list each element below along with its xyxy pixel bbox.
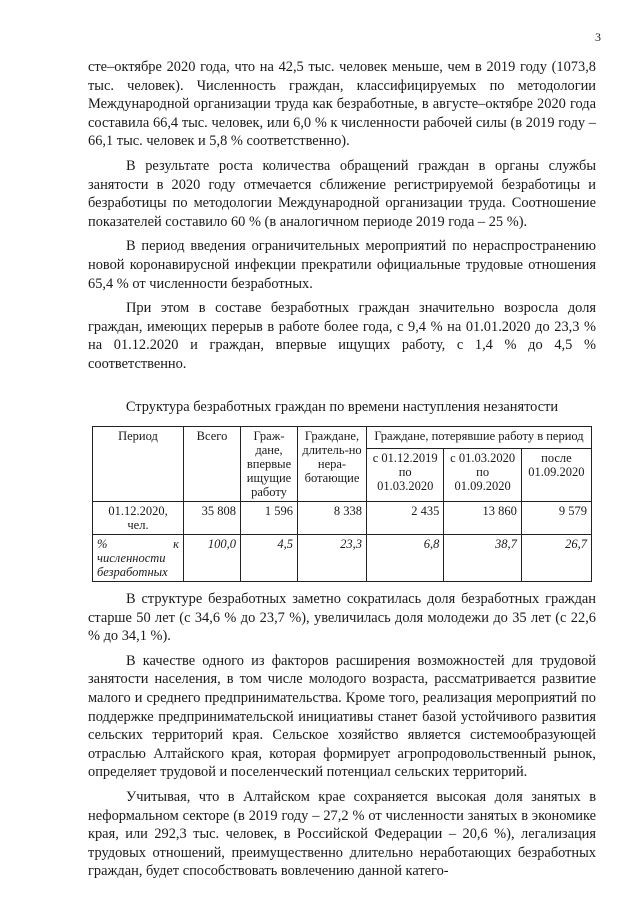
page-number: 3	[595, 30, 601, 44]
table-row	[93, 502, 592, 535]
header-lost-period-3: после 01.09.2020	[521, 448, 591, 501]
cell-value: 35 808	[184, 502, 241, 535]
paragraph: В результате роста количества обращений граждан в органы службы занятости в 2020 году отмечается сближение регистрируемой безработицы и безработицы по методологии Международной организации труда. Соотношение показателей составило 60 % (в аналогичном периоде 2019 года – 25 %).	[88, 157, 596, 230]
header-lost-period-1: с 01.12.2019 по 01.03.2020	[367, 448, 444, 501]
paragraph: В структуре безработных заметно сократилась доля безработных граждан старше 50 лет (с 34,6 % до 23,7 %), увеличилась доля молодежи до 35 лет (с 22,6 % до 34,1 %).	[88, 591, 596, 645]
paragraph: В период введения ограничительных мероприятий по нераспространению новой коронавирусной инфекции прекратили официальные трудовые отношения 65,4 % от численности безработных.	[88, 238, 596, 292]
cell-value: 8 338	[298, 502, 367, 535]
paragraph: В качестве одного из факторов расширения возможностей для трудовой занятости населения, в том числе молодого возраста, рассматривается развитие малого и среднего предпринимательства. Кроме того, реализация мероприятий по поддержке предпринимательской инициативы станет базой устойчивого развития сельских территорий края. Сельское хозяйство является системообразующей отраслью Алтайского края, которая формирует агропродовольственный рынок, определяет трудовой и поселенческий потенциал сельских территорий.	[88, 652, 596, 781]
cell-value: 13 860	[444, 502, 521, 535]
paragraph: сте–октябре 2020 года, что на 42,5 тыс. человек меньше, чем в 2019 году (1073,8 тыс. человек). Численность граждан, классифицируемых по методологии Международной организации труда как безработные, в августе–октябре 2020 года составила 66,4 тыс. человек, или 6,0 % к численности рабочей силы (в 2019 году – 66,1 тыс. человек и 5,8 % соответственно).	[88, 59, 596, 150]
cell-value: 2 435	[367, 502, 444, 535]
header-total: Всего	[184, 427, 241, 502]
document-body	[88, 58, 596, 887]
cell-value: 1 596	[241, 502, 298, 535]
row-label: 01.12.2020, чел.	[93, 502, 184, 535]
paragraph: При этом в составе безработных граждан значительно возросла доля граждан, имеющих перерыв в работе более года, с 9,4 % на 01.01.2020 до 23,3 % на 01.12.2020 и граждан, впервые ищущих работу, с 1,4 % до 4,5 % соответственно.	[88, 300, 596, 372]
cell-value: 4,5	[241, 535, 298, 582]
cell-value: 23,3	[298, 535, 367, 582]
cell-value: 100,0	[184, 535, 241, 582]
header-long-term: Граждане, длитель-но нера-ботающие	[298, 427, 367, 502]
table-caption: Структура безработных граждан по времени наступления незанятости	[125, 398, 559, 415]
paragraph: Учитывая, что в Алтайском крае сохраняется высокая доля занятых в неформальном секторе (в 2019 году – 27,2 % от численности занятых в экономике края, или 292,3 тыс. человек, в Российской Федерации – 20,6 %), легализация трудовых отношений, преимущественно длительно неработающих безработных граждан, будет способствовать вовлечению данной катего-	[88, 789, 596, 880]
header-lost-work-group: Граждане, потерявшие работу в период	[367, 427, 592, 449]
cell-value: 38,7	[444, 535, 521, 582]
header-period: Период	[93, 427, 184, 502]
unemployment-structure-table	[92, 426, 592, 582]
table-row	[93, 535, 592, 582]
row-label: % к численности безработных	[93, 535, 184, 582]
cell-value: 9 579	[521, 502, 591, 535]
header-first-time: Граж-дане, впервые ищущие работу	[241, 427, 298, 502]
header-lost-period-2: с 01.03.2020 по 01.09.2020	[444, 448, 521, 501]
cell-value: 26,7	[521, 535, 591, 582]
cell-value: 6,8	[367, 535, 444, 582]
table-header-row	[93, 427, 592, 449]
